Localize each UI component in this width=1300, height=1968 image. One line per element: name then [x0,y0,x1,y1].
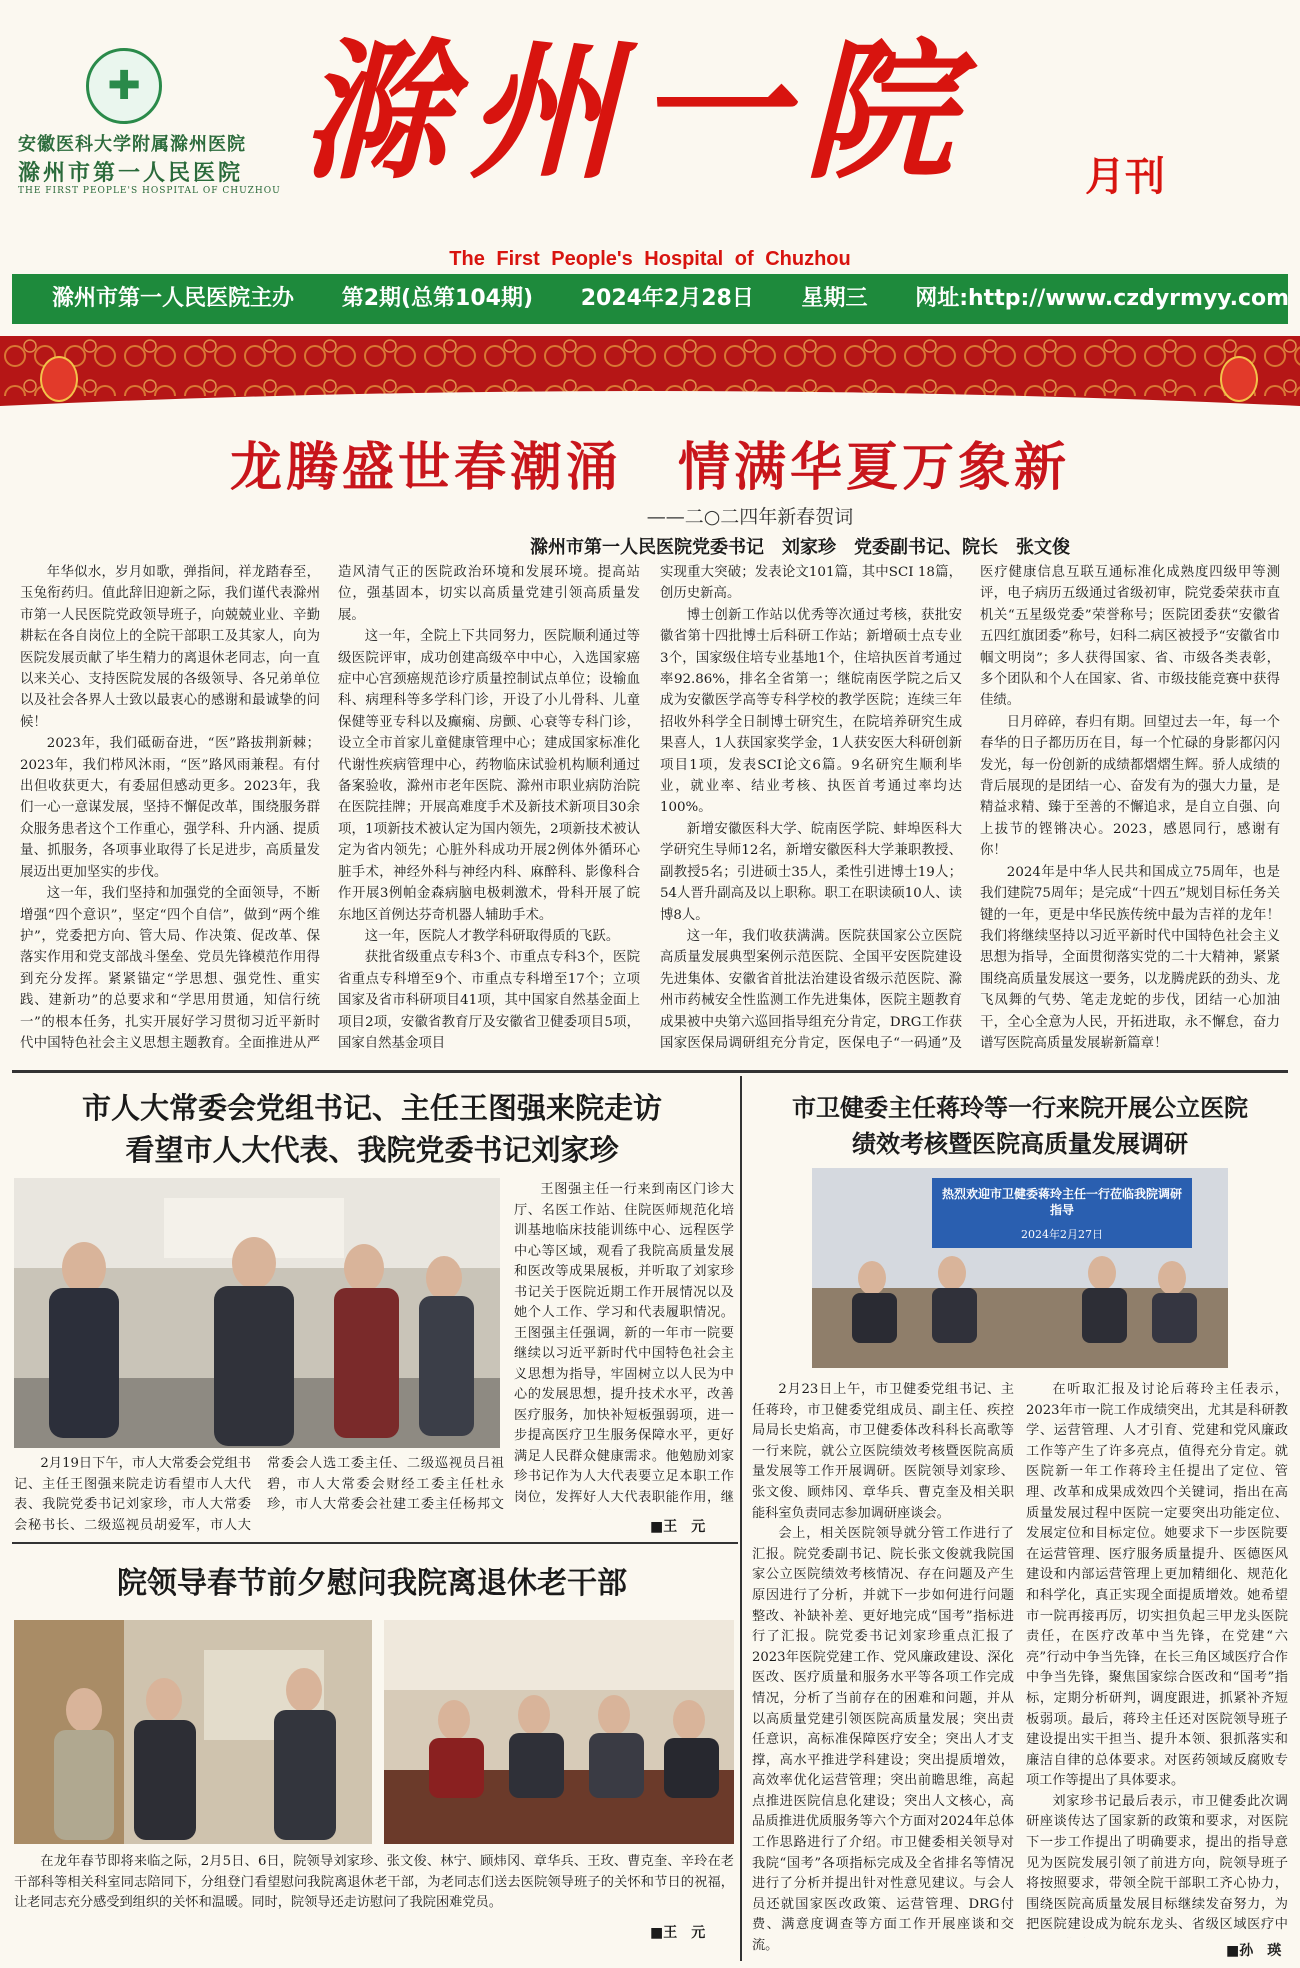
story2-photo-2 [384,1620,734,1844]
photo-banner-text: 热烈欢迎市卫健委蒋玲主任一行莅临我院调研指导 [941,1187,1182,1217]
story3-author: ■孙 瑛 [1226,1943,1282,1959]
newspaper-title: 滁州一院 [300,24,973,200]
story2-photo-1 [14,1620,372,1844]
paragraph: 医疗健康信息互联互通标准化成熟度四级甲等测评，电子病历五级通过省级初审，院党委荣获市直机关“五星级党委”荣誉称号；医院团委获“安徽省五四红旗团委”称号，妇科二病区被授予“安徽省巾帼文明岗”；多人获得国家、省、市级各类表彰，多个团队和个人在国家、省、市级技能竞赛中获得佳绩。 [980,565,1280,709]
issue-number: 第2期(总第104期) [341,286,534,311]
paragraph: 这一年，全院上下共同努力，医院顺利通过等级医院评审，成功创建高级卒中中心，入选国家癌症中心宫颈癌规范诊疗质量控制试点单位；设输血科、病理科等多学科门诊，开设了小儿骨科、儿童保健等亚专科以及癫痫、房颤、心衰等专科门诊，设立全市首家儿童健康管理中心；建成国家标准化代谢性疾病管理中心，药物临床试验机构顺利通过备案验收，滁州市老年医院、滁州市职业病防治院在医院挂牌；开展高难度手术及新技术新项目30余项，1项新技术被认定为国内领先，2项新技术被认定为省内领先；心脏外科成功开展2例体外循环心脏手术，神经外科与神经内科、麻醉科、影像科合作开展3例帕金森病脑电极刺激术，骨科开展了皖东地区首例达芬奇机器人辅助手术。 [338,629,640,923]
paragraph: 获批省级重点专科3个、市重点专科3个，医院省重点专科增至9个、市重点专科增至17个；立项国家及省市科研项目41项，其中国家自然基金面上项目2项，安徽省教育厅及安徽省卫健委项目5项，国家自然基金项目 [338,950,640,1051]
issue-date: 2024年2月28日 [580,286,754,311]
university-name: 安徽医科大学附属滁州医院 [18,134,246,155]
story2-author: ■王 元 [650,1925,706,1941]
story1-photo [14,1178,500,1448]
story1-headline-line1: 市人大常委会党组书记、主任王图强来院走访 [81,1091,662,1125]
section-divider [12,1070,1288,1073]
weekday: 星期三 [801,286,868,311]
story3-photo [812,1168,1228,1368]
paragraph: 刘家珍书记最后表示，市卫健委此次调研座谈传达了国家新的政策和要求，对医院下一步工作提出了明确要求，提出的指导意见为医院发展引领了前进方向，院领导班子将按照要求，带领全院干部职工齐心协力，围绕医院高质量发展目标继续发奋努力，为把医院建设成为皖东龙头、省级区域医疗中 [1026,1793,1288,1933]
paragraph: 博士创新工作站以优秀等次通过考核，获批安徽省第十四批博士后科研工作站；新增硕士点专业3个，国家级住培专业基地1个，住培执医首考通过率92.86%，排名全省第一；继皖南医学院之后又成为安徽医学高等专科学校的教学医院；连续三年招收外科学全日制博士研究生，在院培养研究生成果喜人，1人获国家奖学金，1人获安医大科研创新项目1项，发表SCI论文6篇。9名研究生顺利毕业，就业率、结业考核、执医首考通过率均达100%。 [660,607,962,816]
lead-column-2 [338,562,640,1056]
lead-column-3 [660,562,962,1056]
paragraph [980,1054,1280,1056]
section-divider [12,1542,738,1544]
lantern-icon [1220,356,1258,402]
story2-headline: 院领导春节前夕慰问我院离退休老干部 [117,1566,627,1601]
lead-byline: 滁州市第一人民医院党委书记 刘家珍 党委副书记、院长 张文俊 [530,537,1070,558]
paragraph: 在龙年春节即将来临之际，2月5日、6日，院领导刘家珍、张文俊、林宁、顾炜冈、章华兵、王玫、曹克奎、辛玲在老干部科等相关科室同志陪同下，分组登门看望慰问我院离退休老干部，为老同志们送去医院领导班子的关怀和节日的祝福，让老同志充分感受到组织的关怀和温暖。同时，院领导还走访慰问了我院困难党员。 [14,1854,734,1910]
paragraph: 这一年，我们收获满满。医院获国家公立医院高质量发展典型案例示范医院、全国平安医院建设先进集体、安徽省首批法治建设省级示范医院、滁州市药械安全性监测工作先进集体，医院主题教育成果被中央第六巡回指导组充分肯定，DRG工作获国家医保局调研组充分肯定，医保电子“一码通”及 [660,928,962,1051]
paragraph: 日月碎碎，春归有期。回望过去一年，每一个春华的日子都历历在目，每一个忙碌的身影都闪闪发光，每一份创新的成绩都熠熠生辉。骄人成绩的背后展现的是团结一心、奋发有为的强大力量，是精益求精、臻于至善的不懈追求，是自立自强、向上拔节的铿锵决心。2023，感恩同行，感谢有你！ [980,714,1280,859]
lantern-icon [40,356,78,402]
paragraph: 造风清气正的医院政治环境和发展环境。提高站位，强基固本，切实以高质量党建引领高质量发展。 [338,565,640,623]
newspaper-title-en: The First People's Hospital of Chuzhou [449,248,851,270]
monthly-label: 月刊 [1085,154,1165,200]
hospital-logo [86,48,162,124]
paragraph: 王图强主任一行来到南区门诊大厅、名医工作站、住院医师规范化培训基地临床技能训练中心、远程医学中心等区域，观看了我院高质量发展和医改等成果展板，并听取了刘家珍书记关于医院近期工作开展情况以及她个人工作、学习和代表履职情况。王图强主任强调，新的一年市一院要继续以习近平新时代中国特色社会主义思想为指导，牢固树立以人民为中心的发展思想，提升技术水平，改善医疗服务，加快补短板强弱项，进一步提高医疗卫生服务保障水平，更好满足人民群众健康需求。他勉励刘家珍书记作为人大代表要立足本职工作岗位，发挥好人大代表职能作用，继 [514,1182,734,1505]
story3-headline-line1: 市卫健委主任蒋玲等一行来院开展公立医院 [792,1094,1248,1122]
hospital-name: 滁州市第一人民医院 [18,160,244,186]
story3-headline-line2: 绩效考核暨医院高质量发展调研 [852,1130,1188,1158]
paragraph: 这一年，医院人才教学科研取得质的飞跃。 [364,928,620,944]
story1-bottom-text [14,1454,504,1544]
paragraph: 实现重大突破；发表论文101篇，其中SCI 18篇，创历史新高。 [660,565,962,602]
paragraph: 会上，相关医院领导就分管工作进行了汇报。院党委副书记、院长张文俊就我院国家公立医院绩效考核情况、存在问题及产生原因进行了分析，并就下一步如何进行问题整改、补缺补差、更好地完成“国考”指标进行了汇报。院党委书记刘家珍重点汇报了2023年医院党建工作、党风廉政建设、深化医改、医疗质量和服务水平等各项工作完成情况，分析了当前存在的困难和问题，并从以高质量党建引领医院高质量发展；突出责任意识，高标准保障医疗安全；突出人才支撑，高水平推进学科建设；突出提质增效，高效率优化运营管理；突出前瞻思维，高起点推进医院信息化建设；突出人文核心，高品质推进优质服务等六个方面对2024年总体工作思路进行了介绍。市卫健委相关领导对我院“国考”各项指标完成及全省排名等情况进行了分析并提出针对性意见建议。与会人员还就国家医改政策、运营管理、DRG付费、满意度调查等方面工作开展座谈和交流。 [752,1526,1014,1954]
story1-side-text [514,1180,734,1510]
website-link[interactable]: 网址:http://www.czdyrmyy.com [915,286,1290,311]
paragraph: 2月19日下午，市人大常委会党组书记、主任王图强来院走访看望市人大代表、我院党委书记刘家珍，市人大常委会秘书长、二级巡视员胡爱军，市人大常委会人选工委主任、二级巡视员吕祖碧，市人大常委会财经工委主任杜永珍，市人大常委会社建工委主任杨邦文 [14,1456,504,1533]
lead-column-4 [980,562,1280,1056]
lead-headline: 龙腾盛世春潮涌 情满华夏万象新 [229,438,1070,498]
festive-banner [0,336,1300,436]
paragraph: 这一年，我们坚持和加强党的全面领导，不断增强“四个意识”，坚定“四个自信”，做到“两个维护”，党委把方向、管大局、作决策、促改革、保落实作用和党支部战斗堡垒、党员先锋模范作用得到充分发挥。紧紧锚定“学思想、强党性、重实践、建新功”的总要求和“学思用贯通，知信行统一”的根本任务，扎实开展好学习贯彻习近平新时代中国特色社会主义思想主题教育。全面推进从严 [20,886,320,1051]
paragraph: 年华似水，岁月如歌，弹指间，祥龙踏春至，玉兔衔药归。值此辞旧迎新之际，我们谨代表滁州市第一人民医院党政领导班子，向兢兢业业、辛勤耕耘在各自岗位上的全院干部职工及其家人，向为医院发展贡献了毕生精力的离退休老同志，向一直以来关心、支持医院发展的各级领导、各兄弟单位以及社会各界人士致以最衷心的感谢和最诚挚的问候！ [20,565,320,730]
story1-headline-line2: 看望市人大代表、我院党委书记刘家珍 [125,1133,619,1167]
story2-text [14,1852,734,1918]
paragraph: 2023年，我们砥砺奋进，“医”路拔荆新棘；2023年，我们栉风沐雨，“医”路风雨兼程。有付出但收获更大，有委屈但感动更多。2023年，我们一心一意谋发展，坚持不懈促改革，围绕服务群众服务患者这个工作重心，强学科、升内涵、提质量、抓服务，各项事业取得了长足进步，高质量发展迈出更加坚实的步伐。 [20,736,320,880]
paragraph: 2024年是中华人民共和国成立75周年，也是我们建院75周年；是完成“十四五”规划目标任务关键的一年，更是中华民族传统中最为吉祥的龙年！我们将继续坚持以习近平新时代中国特色社会主义思想为指导，全面贯彻落实党的二十大精神，紧紧围绕高质量发展这一要务，以龙腾虎跃的劲头、龙飞凤舞的气势、笔走龙蛇的步伐，团结一心加油干，全心全意为人民，开拓进取，永不懈怠，奋力谱写医院高质量发展崭新篇章！ [980,864,1280,1051]
lead-column-1 [20,562,320,1056]
host-text: 滁州市第一人民医院主办 [52,286,295,311]
photo-banner-date: 2024年2月27日 [1021,1228,1103,1241]
hospital-name-en: THE FIRST PEOPLE'S HOSPITAL OF CHUZHOU [18,186,281,196]
cloud-pattern-decoration [0,336,1300,436]
paragraph: 2月23日上午，市卫健委党组书记、主任蒋玲，市卫健委党组成员、副主任、疾控局局长史焰高，市卫健委体改科科长高歌等一行来院，就公立医院绩效考核暨医院高质量发展等工作开展调研。医院领导刘家珍、张文俊、顾炜冈、章华兵、曹克奎及相关职能科室负责同志参加调研座谈会。 [752,1382,1014,1521]
issue-info-bar [12,274,1288,324]
story1-author: ■王 元 [650,1519,706,1535]
paragraph: 在听取汇报及讨论后蒋玲主任表示，2023年市一院工作成绩突出，尤其是科研教学、运营管理、人才引育、党建和党风廉政工作等产生了许多亮点，值得充分肯定。就医院新一年工作蒋玲主任提出了定位、管理、改革和成果成效四个关键词，指出在高质量发展过程中医院一定要突出功能定位、发展定位和目标定位。她要求下一步医院要在运营管理、医疗服务质量提升、医德医风建设和内部运营管理上更加精细化、规范化和科学化，真正实现全面提质增效。她希望市一院再接再厉，切实担负起三甲龙头医院责任，在医疗改革中当先锋，在党建“六亮”行动中争当先锋，在长三角区域医疗合作中争当先锋，聚焦国家综合医改和“国考”指标，定期分析研判，调度跟进，抓紧补齐短板弱项。最后，蒋玲主任还对医院领导班子建设提出实干担当、提升本领、狠抓落实和廉洁自律的总体要求。对医药领域反腐败专项工作等提出了具体要求。 [1026,1382,1288,1789]
paragraph: 新增安徽医科大学、皖南医学院、蚌埠医科大学研究生导师12名，新增安徽医科大学兼职教授、副教授5名；引进硕士35人，柔性引进博士19人；54人晋升副高及以上职称。职工在职读硕10人、读博8人。 [660,821,962,923]
lead-subtitle: ——二○二四年新春贺词 [646,506,854,528]
story3-column-1 [752,1380,1014,1960]
medical-cross-icon: ✚ [107,63,141,109]
story3-column-2 [1026,1380,1288,1938]
column-divider [740,1076,742,1961]
